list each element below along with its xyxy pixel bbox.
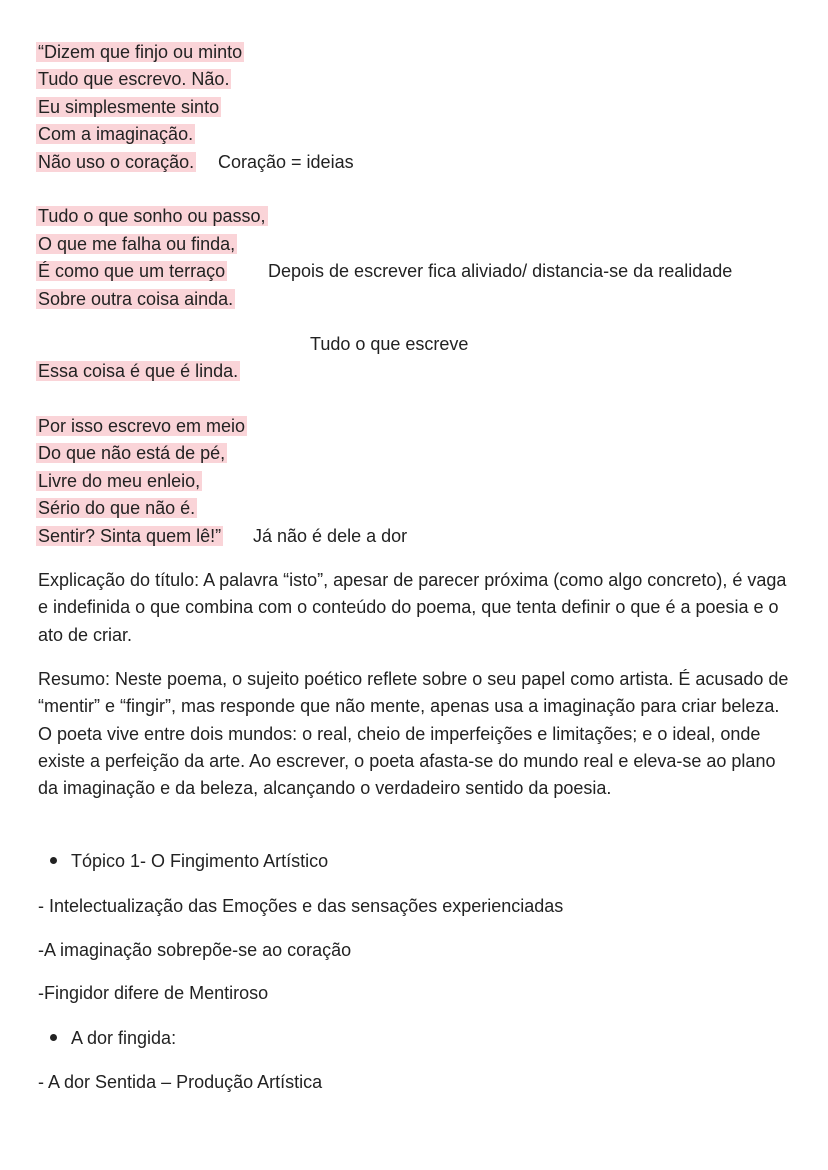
poem-line xyxy=(38,496,197,520)
highlighted-text: Com a imaginação. xyxy=(38,124,194,144)
annotation-dor: Já não é dele a dor xyxy=(253,526,408,546)
poem-line xyxy=(38,469,202,493)
highlighted-text: “Dizem que finjo ou minto xyxy=(38,42,243,62)
topic-item: -A imaginação sobrepõe-se ao coração xyxy=(38,940,352,960)
poem-line xyxy=(38,524,223,548)
bullet-icon xyxy=(50,1034,57,1041)
highlighted-text: Por isso escrevo em meio xyxy=(38,416,246,436)
highlighted-text: Sobre outra coisa ainda. xyxy=(38,289,234,309)
explicacao-paragraph: Explicação do título: A palavra “isto”, apesar de parecer próxima (como algo concreto), é vaga e indefinida o que combina com o conteúdo do poema, que tenta definir o que é a poesia e o ato de criar. xyxy=(38,570,787,645)
topic-item: - Intelectualização das Emoções e das sensações experienciadas xyxy=(38,896,564,916)
annotation-tudo: Tudo o que escreve xyxy=(310,334,469,354)
poem-line xyxy=(38,40,244,64)
highlighted-text: O que me falha ou finda, xyxy=(38,234,236,254)
bullet-topic-1 xyxy=(50,849,328,873)
topic-item: -Fingidor difere de Mentiroso xyxy=(38,983,269,1003)
highlighted-text: Sério do que não é. xyxy=(38,498,196,518)
highlighted-text: Eu simplesmente sinto xyxy=(38,97,220,117)
poem-line xyxy=(38,287,235,311)
poem-line xyxy=(38,414,247,438)
highlighted-text: Sentir? Sinta quem lê!” xyxy=(38,526,222,546)
annotation-coracao: Coração = ideias xyxy=(218,152,354,172)
bullet-topic-2 xyxy=(50,1026,176,1050)
topic-item: - A dor Sentida – Produção Artística xyxy=(38,1072,323,1092)
poem-line xyxy=(38,259,227,283)
bullet-text: Tópico 1- O Fingimento Artístico xyxy=(71,851,329,871)
poem-line xyxy=(38,359,240,383)
highlighted-text: Não uso o coração. xyxy=(38,152,195,172)
highlighted-text: É como que um terraço xyxy=(38,261,226,281)
resumo-paragraph: Resumo: Neste poema, o sujeito poético reflete sobre o seu papel como artista. É acusado de “mentir” e “fingir”, mas responde que não mente, apenas usa a imaginação para criar beleza. O poeta vive entre dois mundos: o real, cheio de imperfeições e limitações; e o ideal, onde existe a perfeição da arte. Ao escrever, o poeta afasta-se do mundo real e eleva-se ao plano da imaginação e da beleza, alcançando o verdadeiro sentido da poesia. xyxy=(38,669,789,799)
poem-line xyxy=(38,232,237,256)
poem-line xyxy=(38,95,221,119)
poem-line xyxy=(38,67,231,91)
highlighted-text: Tudo que escrevo. Não. xyxy=(38,69,230,89)
poem-line xyxy=(38,122,195,146)
highlighted-text: Do que não está de pé, xyxy=(38,443,226,463)
bullet-text: A dor fingida: xyxy=(71,1028,177,1048)
highlighted-text: Essa coisa é que é linda. xyxy=(38,361,239,381)
poem-line xyxy=(38,150,196,174)
poem-line xyxy=(38,441,227,465)
bullet-icon xyxy=(50,857,57,864)
highlighted-text: Livre do meu enleio, xyxy=(38,471,201,491)
highlighted-text: Tudo o que sonho ou passo, xyxy=(38,206,266,226)
annotation-depois: Depois de escrever fica aliviado/ distancia-se da realidade xyxy=(268,261,733,281)
poem-line xyxy=(38,204,268,228)
